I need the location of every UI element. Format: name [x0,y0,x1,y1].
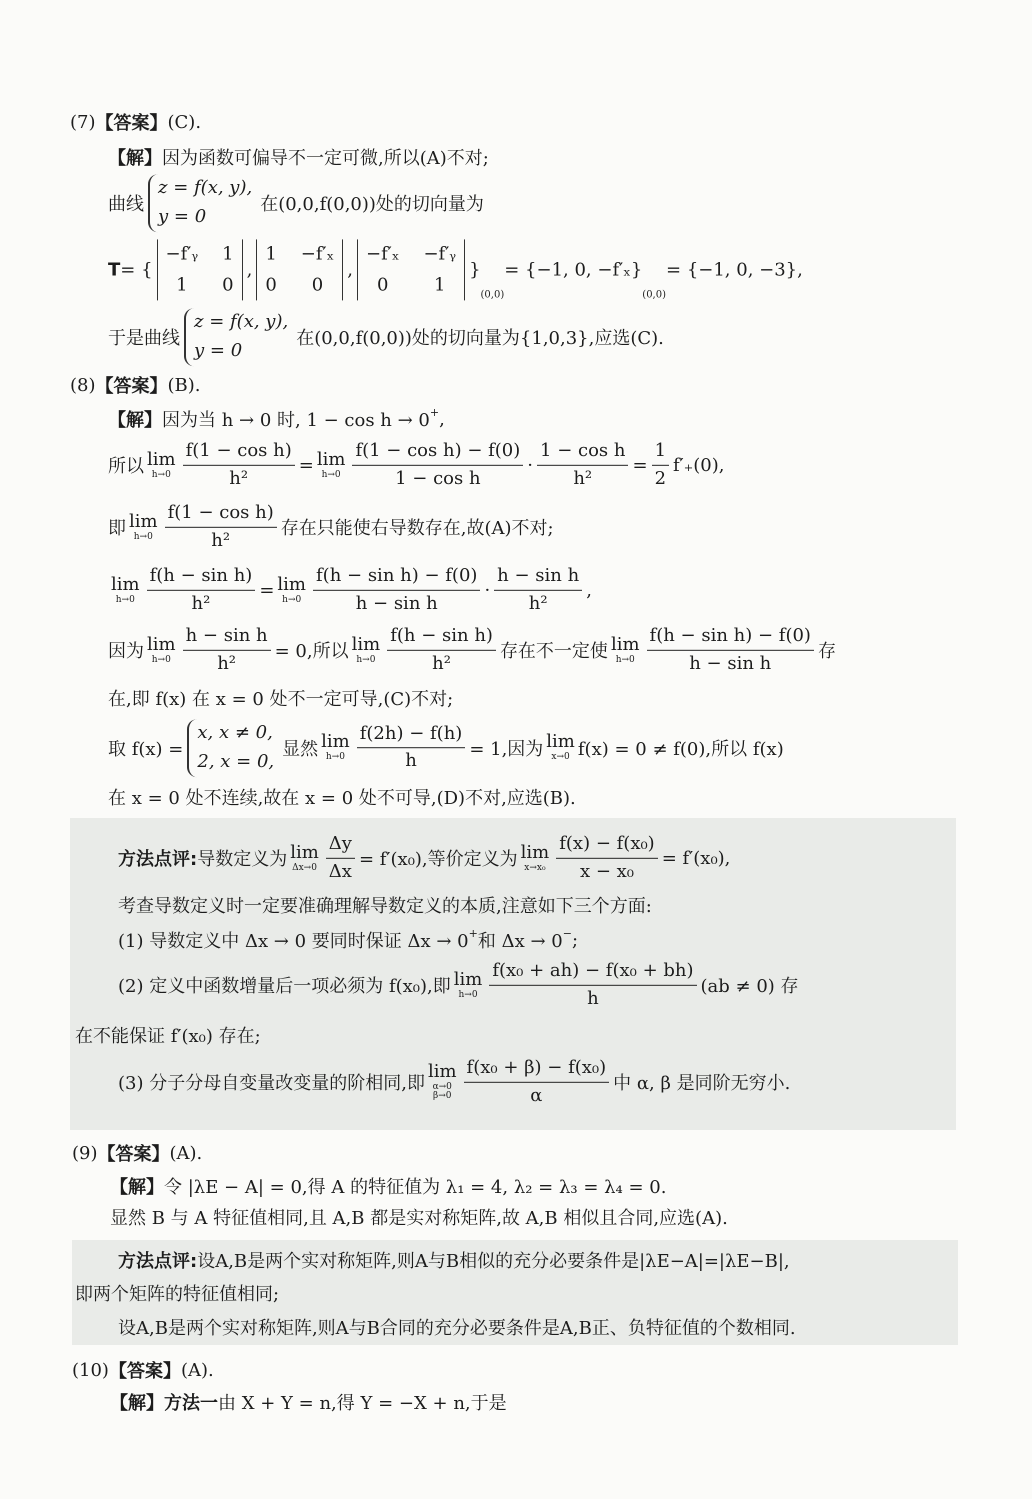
numerator: f(x₀ + ah) − f(x₀ + bh) [489,961,696,986]
limit [321,731,350,763]
limit [290,841,319,873]
text-line [108,719,784,777]
text-line [108,784,576,810]
text-run: 显然 [282,739,319,760]
denominator: h [405,750,417,772]
determinant [157,239,243,300]
text-run: 由 X + Y = n,得 Y = −X + n,于是 [218,1393,507,1414]
numerator: f(x₀ + β) − f(x₀) [464,1058,610,1083]
lim-word: lim [321,731,350,753]
case-row: y = 0 [194,340,243,361]
limit [147,633,176,665]
text-run: (8) [70,374,96,396]
text-run: 即 [108,518,126,539]
lim-subscript: h→0 [615,654,635,665]
lim-word: lim [111,573,140,595]
det-entry: 1 [265,243,277,265]
text-line [118,927,578,953]
text-run: 显然 B 与 A 特征值相同,且 A,B 都是实对称矩阵,故 A,B 相似且合同,应选(A). [110,1208,728,1229]
fraction [537,441,628,489]
text-run: 和 Δx → 0 [477,931,563,952]
lim-word: lim [610,633,640,655]
text-run: (10) [72,1359,109,1381]
determinant [357,239,465,300]
bold-label: 【答案】 [97,1144,170,1165]
numerator: f(h − sin h) [387,626,496,651]
text-run: (A). [180,1359,214,1381]
fraction [313,566,480,614]
text-run: 因为 [108,641,144,662]
lim-word: lim [147,448,176,470]
text-run: 取 f(x) = [108,739,184,760]
text-run: = { [120,259,153,281]
denominator: h² [211,529,231,551]
numerator: Δy [326,834,355,859]
case-row: z = f(x, y), [158,177,253,199]
fraction [357,724,466,772]
text-line [70,109,201,135]
denominator: h² [432,652,451,674]
text-run: = 0,所以 [274,641,349,662]
lim-word: lim [290,841,319,863]
limit [453,968,483,1000]
lim-subscript: h→0 [151,469,171,480]
text-run: 考查导数定义时一定要准确理解导数定义的本质,注意如下三个方面: [118,896,652,917]
numerator: f(x) − f(x₀) [556,834,657,859]
text-run: , [439,408,445,430]
denominator: h² [217,652,237,674]
lim-word: lim [520,841,550,863]
piecewise-cases [184,308,292,366]
text-line [75,1022,261,1048]
lim-subscript: x→0 [551,752,570,763]
bold-label: 【解】 [110,1393,164,1414]
lim-subscript: Δx→0 [292,862,317,873]
lim-subscript: h→0 [458,989,478,1000]
limit [428,1063,457,1101]
numerator: f(1 − cos h) [165,503,277,528]
lim-word: lim [453,968,483,990]
text-run: , [347,259,353,281]
case-row: 2, x = 0, [197,751,275,772]
subscript: (0,0) [480,289,505,301]
bold-label: 【答案】 [108,1361,181,1382]
text-line [108,503,554,551]
lim-word: lim [427,1061,457,1082]
denominator: x − x₀ [579,860,634,882]
denominator: h [587,987,599,1009]
denominator: h² [229,467,249,489]
denominator: h − sin h [689,652,772,674]
text-run: · [527,454,534,476]
text-run: (2) 定义中函数增量后一项必须为 f(x₀),即 [118,976,451,997]
text-run: 在(0,0,f(0,0))处的切向量为{1,0,3},应选(C). [296,328,664,349]
text-line [70,372,201,398]
denominator: h² [528,592,548,614]
bold-label: 【解】 [108,410,162,431]
lim-subscript: h→0 [325,752,345,763]
det-entry: 0 [265,274,277,295]
text-run: f′₊(0), [673,454,725,476]
det-entry: 1 [176,274,188,295]
text-line [118,1058,790,1106]
text-run: 所以 [108,456,144,477]
text-line [108,441,724,489]
fraction [464,1058,610,1106]
text-run: 设A,B是两个实对称矩阵,则A与B合同的充分必要条件是A,B正、负特征值的个数相同. [118,1318,796,1339]
lim-subscript: h→0 [133,531,153,542]
fraction [147,566,256,614]
text-run: (ab ≠ 0) 存 [700,976,799,997]
text-line [108,174,484,232]
text-run: 曲线 [108,194,144,215]
text-run: = f′(x₀),等价定义为 [358,849,518,870]
denominator: α [530,1084,543,1106]
limit [610,633,640,665]
text-run: } [469,259,481,281]
limit [316,448,346,480]
superscript: + [468,927,478,940]
limit [129,510,158,542]
text-run: 存 [817,641,836,662]
text-line [72,1357,214,1383]
lim-subscript: α→0 β→0 [432,1082,452,1101]
lim-word: lim [277,573,307,595]
text-run: ; [571,929,579,951]
det-entry: 0 [311,274,324,295]
lim-subscript: h→0 [282,594,302,605]
bold-label: 【解】 [110,1177,164,1198]
lim-subscript: h→0 [115,594,135,605]
text-line [108,685,453,711]
text-line [110,1204,728,1230]
bold-label: 【答案】 [95,376,168,397]
lim-subscript: h→0 [356,654,376,665]
det-entry: −f′ᵧ [165,243,199,265]
det-entry: 1 [434,274,446,295]
limit [546,731,575,763]
text-run: 在(0,0,f(0,0))处的切向量为 [260,194,484,215]
text-line [108,144,489,170]
text-run: = 1,因为 [469,739,544,760]
numerator: f(1 − cos h) − f(0) [352,441,523,466]
det-entry: −f′ₓ [300,243,335,265]
fraction [647,626,814,674]
case-row: z = f(x, y), [194,311,289,333]
lim-subscript: x→x₀ [524,862,546,873]
text-run: (3) 分子分母自变量改变量的阶相同,即 [118,1073,425,1094]
text-run: f(x) = 0 ≠ f(0),所以 f(x) [577,739,784,760]
text-run: (9) [72,1142,98,1164]
bold-label: 方法一 [164,1393,218,1414]
text-run: 令 |λE − A| = 0,得 A 的特征值为 λ₁ = 4, λ₂ = λ₃ = λ₄ = 0. [164,1177,667,1198]
text-run: = [632,454,648,476]
numerator: f(h − sin h) − f(0) [647,626,814,651]
lim-word: lim [351,633,381,655]
fraction [494,566,582,614]
lim-subscript: h→0 [151,654,171,665]
det-entry: 0 [377,274,389,295]
text-run: , [586,579,592,601]
text-run: (1) 导数定义中 Δx → 0 要同时保证 Δx → 0 [118,931,469,952]
text-line [108,239,803,300]
limit [520,841,550,873]
text-run: 导数定义为 [197,849,288,870]
text-run: (A). [169,1142,203,1164]
text-run: 存在不一定使 [499,641,608,662]
determinant [256,239,343,300]
text-run: = {−1, 0, −f′ₓ} [504,259,643,281]
det-entry: 1 [222,243,234,265]
bold-label: T [108,259,121,281]
numerator: f(h − sin h) [147,566,256,591]
text-line [118,961,799,1009]
numerator: f(1 − cos h) [183,441,295,466]
fraction [352,441,523,489]
denominator: 1 − cos h [395,467,481,489]
fraction [183,626,271,674]
text-run: 设A,B是两个实对称矩阵,则A与B相似的充分必要条件是|λE−A|=|λE−B|, [197,1251,790,1272]
det-entry: −f′ᵧ [423,243,457,265]
lim-word: lim [129,510,158,532]
det-entry: 0 [222,274,234,295]
numerator: h − sin h [494,566,582,591]
text-run: = [259,579,275,601]
text-line [108,626,836,674]
piecewise-cases [148,174,256,232]
numerator: h − sin h [183,626,271,651]
bold-label: 方法点评: [118,1251,198,1272]
subscript: (0,0) [642,289,667,301]
text-line [108,566,592,614]
fraction [556,834,657,882]
text-run: 因为函数可偏导不一定可微,所以(A)不对; [162,148,489,169]
text-run: = {−1, 0, −3}, [666,259,803,281]
text-run: , [246,259,253,281]
bold-label: 【答案】 [95,113,168,134]
case-row: y = 0 [158,206,207,227]
lim-word: lim [316,448,346,470]
text-line [118,892,652,918]
numerator: f(2h) − f(h) [357,724,466,749]
text-run: 即两个矩阵的特征值相同; [75,1284,280,1305]
numerator: f(h − sin h) − f(0) [313,566,480,591]
text-line [118,834,730,882]
denominator: h − sin h [355,592,438,614]
text-run: 因为当 h → 0 时, 1 − cos h → 0 [162,410,430,431]
limit [147,448,176,480]
text-line [110,1389,507,1415]
text-line [118,1314,796,1340]
fraction [326,834,355,882]
text-line [72,1140,202,1166]
limit [351,633,381,665]
lim-word: lim [147,633,176,655]
denominator: h² [573,467,593,489]
bold-label: 【解】 [108,148,162,169]
case-row: x, x ≠ 0, [197,722,273,744]
text-line [110,1173,666,1199]
text-run: 存在只能使右导数存在,故(A)不对; [280,518,554,539]
piecewise-cases [187,719,278,777]
fraction [183,441,295,489]
text-run: (B). [167,374,201,396]
denominator: Δx [328,860,352,882]
fraction [165,503,277,551]
text-run: 在 x = 0 处不连续,故在 x = 0 处不可导,(D)不对,应选(B). [108,788,576,809]
bold-label: 方法点评: [118,849,198,870]
numerator: 1 [652,441,669,466]
text-line [75,1280,279,1306]
lim-word: lim [546,731,575,753]
text-run: 于是曲线 [108,328,180,349]
text-run: 在,即 f(x) 在 x = 0 处不一定可导,(C)不对; [108,689,454,710]
limit [277,573,307,605]
superscript: − [562,927,572,940]
superscript: + [429,406,440,419]
det-entry: −f′ₓ [366,243,400,265]
text-run: = f′(x₀), [661,847,731,869]
fraction [652,441,669,489]
text-run: 在不能保证 f′(x₀) 存在; [75,1026,261,1047]
numerator: 1 − cos h [537,441,628,466]
denominator: 2 [654,467,667,489]
text-run: (7) [70,111,96,133]
text-run: · [484,579,491,601]
fraction [387,626,496,674]
denominator: h² [191,592,211,614]
text-line [108,406,445,432]
text-line [118,1247,790,1273]
fraction [489,961,696,1009]
text-run: (C). [167,111,202,133]
limit [111,573,140,605]
text-run: = [298,454,314,476]
text-line [108,308,664,366]
lim-subscript: h→0 [321,469,341,480]
text-run: 中 α, β 是同阶无穷小. [613,1073,791,1094]
